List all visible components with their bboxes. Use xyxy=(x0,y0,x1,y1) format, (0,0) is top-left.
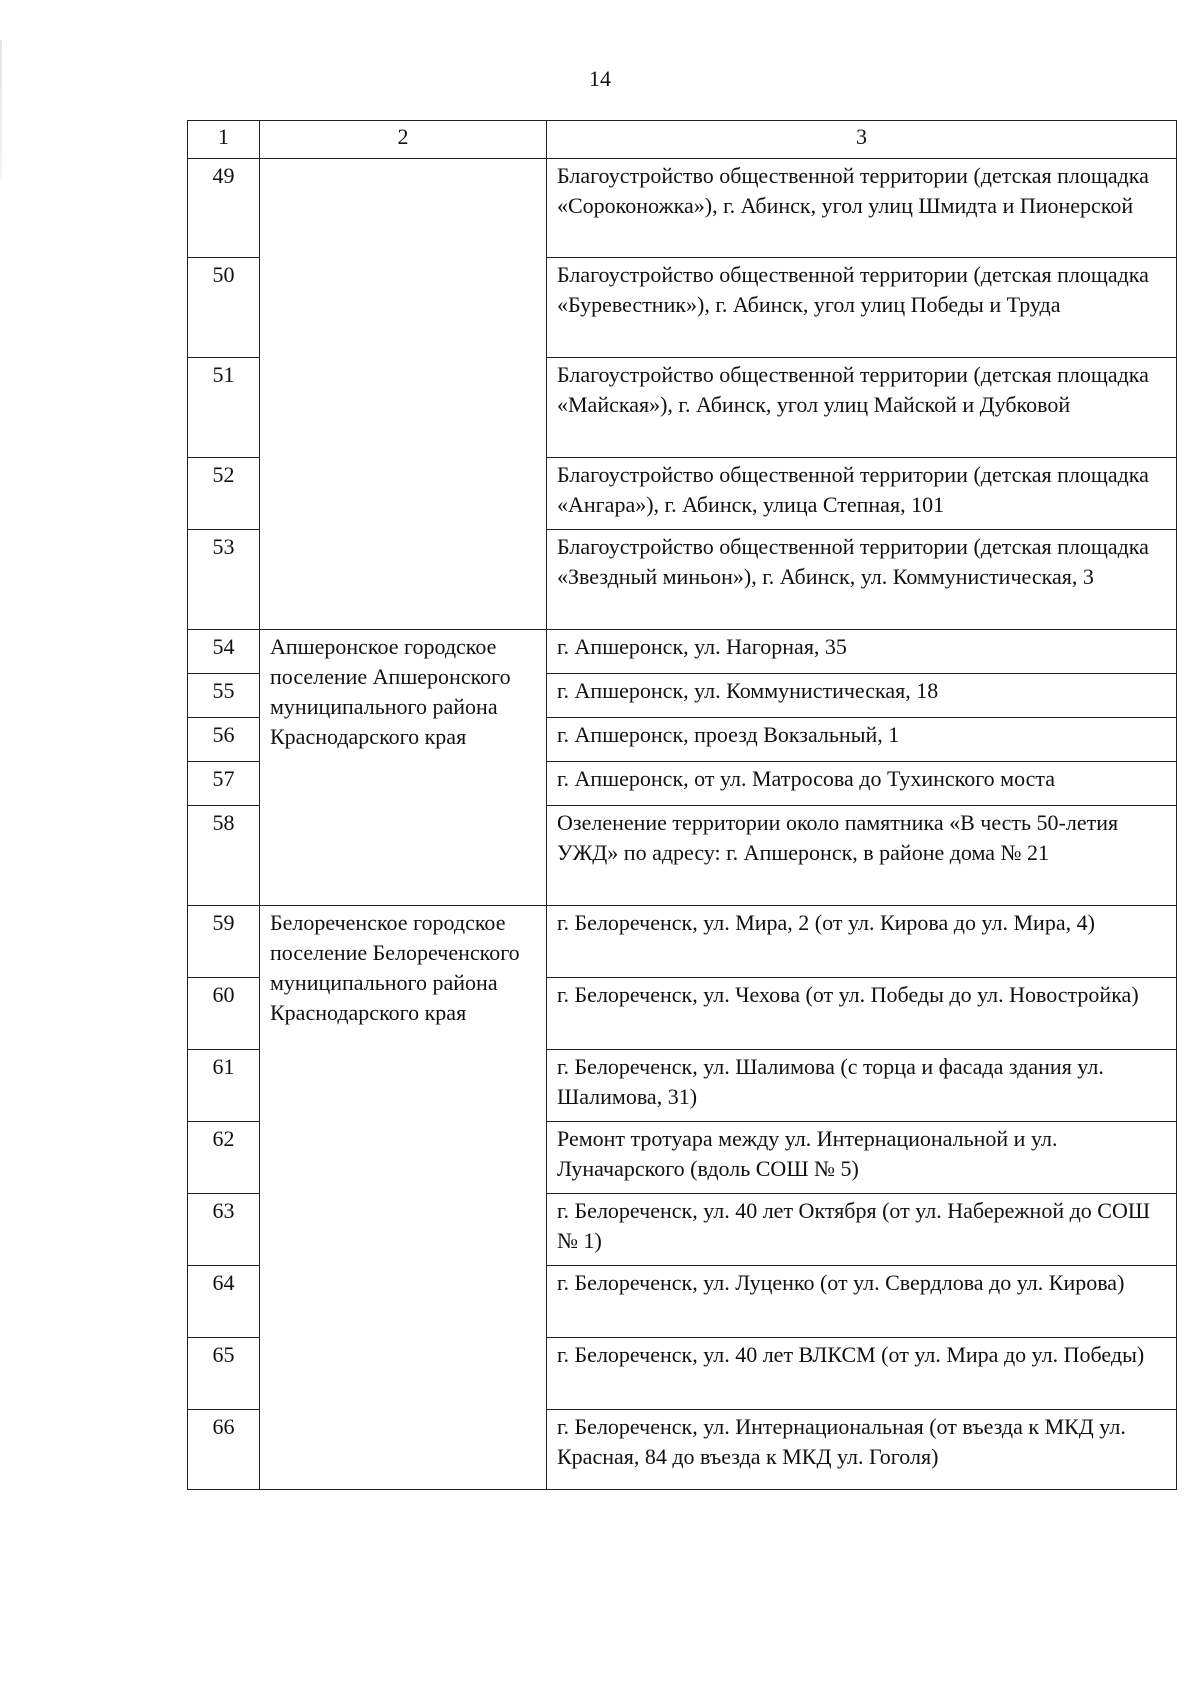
row-number: 62 xyxy=(188,1122,260,1194)
row-number: 63 xyxy=(188,1194,260,1266)
object-description: г. Апшеронск, от ул. Матросова до Тухинского моста xyxy=(547,762,1177,806)
object-description: г. Белореченск, ул. Мира, 2 (от ул. Кирова до ул. Мира, 4) xyxy=(547,906,1177,978)
object-description: Благоустройство общественной территории (детская площадка «Буревестник»), г. Абинск, угол улиц Победы и Труда xyxy=(547,258,1177,358)
row-number: 57 xyxy=(188,762,260,806)
object-description: Озеленение территории около памятника «В честь 50-летия УЖД» по адресу: г. Апшеронск, в районе дома № 21 xyxy=(547,806,1177,906)
object-description: г. Апшеронск, проезд Вокзальный, 1 xyxy=(547,718,1177,762)
object-description: г. Белореченск, ул. 40 лет Октября (от ул. Набережной до СОШ № 1) xyxy=(547,1194,1177,1266)
row-number: 51 xyxy=(188,358,260,458)
object-description: г. Белореченск, ул. 40 лет ВЛКСМ (от ул. Мира до ул. Победы) xyxy=(547,1338,1177,1410)
settlement-name: Белореченское городское поселение Белореченского муниципального района Краснодарского края xyxy=(260,906,547,1490)
header-col-1: 1 xyxy=(188,121,260,159)
object-description: Благоустройство общественной территории (детская площадка «Сороконожка»), г. Абинск, угол улиц Шмидта и Пионерской xyxy=(547,159,1177,258)
row-number: 54 xyxy=(188,630,260,674)
table-row xyxy=(188,630,1177,674)
row-number: 60 xyxy=(188,978,260,1050)
object-description: Благоустройство общественной территории (детская площадка «Майская»), г. Абинск, угол улиц Майской и Дубковой xyxy=(547,358,1177,458)
settlement-cell-continued xyxy=(260,159,547,630)
row-number: 53 xyxy=(188,530,260,630)
row-number: 49 xyxy=(188,159,260,258)
row-number: 66 xyxy=(188,1410,260,1490)
scan-edge-artifact xyxy=(0,40,2,180)
page-number: 14 xyxy=(589,66,611,91)
object-description: г. Белореченск, ул. Шалимова (с торца и фасада здания ул. Шалимова, 31) xyxy=(547,1050,1177,1122)
settlement-name: Апшеронское городское поселение Апшеронского муниципального района Краснодарского края xyxy=(260,630,547,906)
table-row xyxy=(188,906,1177,978)
object-description: г. Белореченск, ул. Чехова (от ул. Победы до ул. Новостройка) xyxy=(547,978,1177,1050)
table-row xyxy=(188,159,1177,258)
header-col-3: 3 xyxy=(547,121,1177,159)
object-description: г. Белореченск, ул. Интернациональная (от въезда к МКД ул. Красная, 84 до въезда к МКД ул. Гоголя) xyxy=(547,1410,1177,1490)
object-description: Благоустройство общественной территории (детская площадка «Звездный миньон»), г. Абинск, ул. Коммунистическая, 3 xyxy=(547,530,1177,630)
row-number: 58 xyxy=(188,806,260,906)
row-number: 55 xyxy=(188,674,260,718)
table-header-row xyxy=(188,121,1177,159)
object-description: г. Апшеронск, ул. Коммунистическая, 18 xyxy=(547,674,1177,718)
row-number: 52 xyxy=(188,458,260,530)
object-description: г. Белореченск, ул. Луценко (от ул. Свердлова до ул. Кирова) xyxy=(547,1266,1177,1338)
object-description: Благоустройство общественной территории (детская площадка «Ангара»), г. Абинск, улица Степная, 101 xyxy=(547,458,1177,530)
objects-table xyxy=(187,120,1177,1490)
object-description: г. Апшеронск, ул. Нагорная, 35 xyxy=(547,630,1177,674)
header-col-2: 2 xyxy=(260,121,547,159)
row-number: 50 xyxy=(188,258,260,358)
row-number: 56 xyxy=(188,718,260,762)
row-number: 65 xyxy=(188,1338,260,1410)
row-number: 59 xyxy=(188,906,260,978)
object-description: Ремонт тротуара между ул. Интернациональной и ул. Луначарского (вдоль СОШ № 5) xyxy=(547,1122,1177,1194)
row-number: 61 xyxy=(188,1050,260,1122)
row-number: 64 xyxy=(188,1266,260,1338)
